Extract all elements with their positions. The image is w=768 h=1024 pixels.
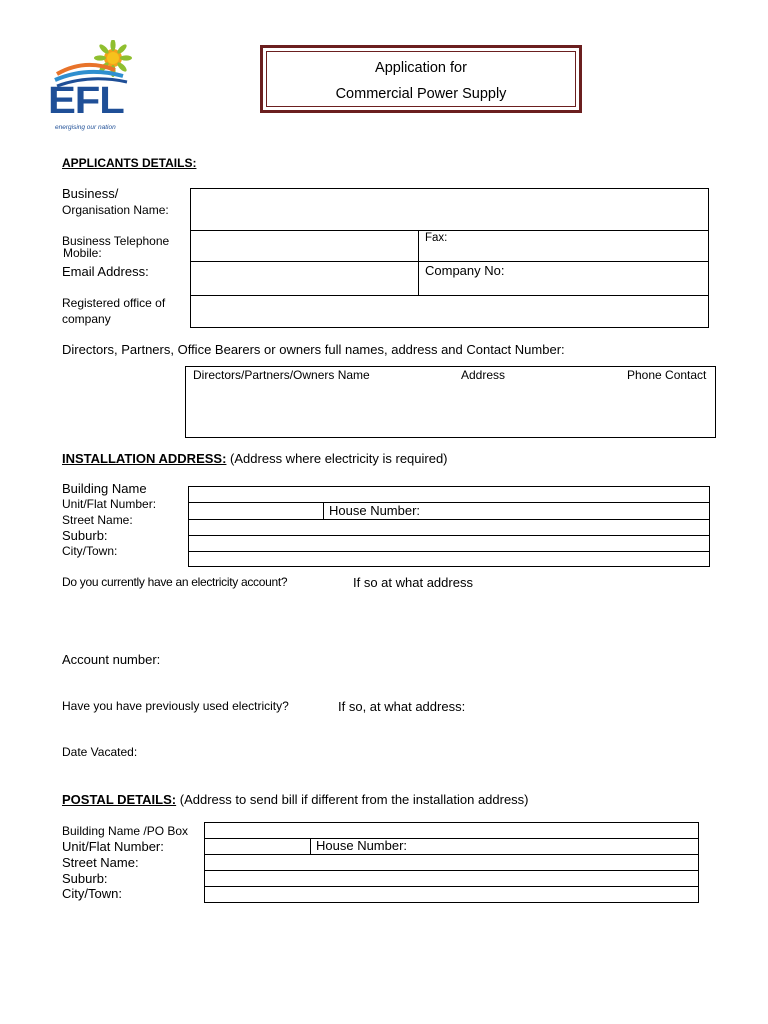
directors-intro: Directors, Partners, Office Bearers or owners full names, address and Contact Number: [62,342,565,357]
fax-label: Fax: [425,232,448,244]
title-line-2: Commercial Power Supply [335,86,507,102]
postal-building-field[interactable] [205,823,698,838]
applicants-heading: APPLICANTS DETAILS: [62,156,197,170]
registered-office-field[interactable] [191,296,708,327]
email-label: Email Address: [62,264,149,279]
account-number-label: Account number: [62,652,161,667]
business-label-1: Business/ [62,186,119,201]
email-field[interactable] [191,262,417,295]
directors-col-phone: Phone Contact [627,368,707,382]
installation-heading-row [62,451,448,466]
inst-city-field[interactable] [189,552,709,566]
installation-heading: INSTALLATION ADDRESS: [62,451,227,466]
directors-col-name: Directors/Partners/Owners Name [193,368,370,382]
inst-suburb-field[interactable] [189,536,709,551]
postal-city-field[interactable] [205,887,698,902]
inst-unit-label: Unit/Flat Number: [62,497,157,511]
previous-address-label: If so, at what address: [338,699,466,714]
applicant-details-table [190,188,709,328]
postal-street-field[interactable] [205,855,698,870]
postal-street-label: Street Name: [62,855,139,870]
postal-table [204,822,699,903]
inst-unit-field[interactable] [189,503,323,519]
postal-city-label: City/Town: [62,886,122,901]
fax-field[interactable] [419,231,708,261]
inst-building-label: Building Name [62,481,147,496]
mobile-label: Mobile: [63,246,102,260]
inst-city-label: City/Town: [62,544,118,558]
postal-suburb-field[interactable] [205,871,698,886]
inst-street-label: Street Name: [62,513,133,527]
postal-suburb-label: Suburb: [62,871,108,886]
logo-tagline: energising our nation [55,124,116,131]
title-frame [260,45,582,113]
inst-street-field[interactable] [189,520,709,535]
date-vacated-label: Date Vacated: [62,745,138,759]
installation-note: (Address where electricity is required) [230,451,448,466]
logo-text: EFL [48,80,124,122]
postal-heading: POSTAL DETAILS: [62,792,177,807]
postal-building-label: Building Name /PO Box [62,824,189,838]
inst-building-field[interactable] [189,487,709,502]
business-label-2: Organisation Name: [62,203,169,217]
postal-note: (Address to send bill if different from the installation address) [179,792,529,807]
title-line-1: Application for [375,60,467,76]
postal-unit-field[interactable] [205,839,310,854]
registered-label-1: Registered office of [62,296,166,310]
directors-col-address: Address [461,368,506,382]
company-no-label: Company No: [425,263,505,278]
installation-table [188,486,710,567]
previous-electricity-question: Have you have previously used electricity? [62,699,289,713]
inst-suburb-label: Suburb: [62,528,108,543]
telephone-field[interactable] [191,231,417,261]
postal-heading-row [62,792,529,807]
telephone-label: Business Telephone [62,234,170,248]
current-account-address-label: If so at what address [353,575,473,590]
directors-table [185,366,716,438]
efl-logo [45,40,145,135]
postal-unit-label: Unit/Flat Number: [62,839,164,854]
business-name-field[interactable] [191,189,708,230]
postal-house-label: House Number: [316,838,408,853]
inst-house-label: House Number: [329,503,421,518]
current-account-question: Do you currently have an electricity account? [62,575,288,589]
registered-label-2: company [62,312,111,326]
directors-entry-area[interactable] [186,385,715,437]
